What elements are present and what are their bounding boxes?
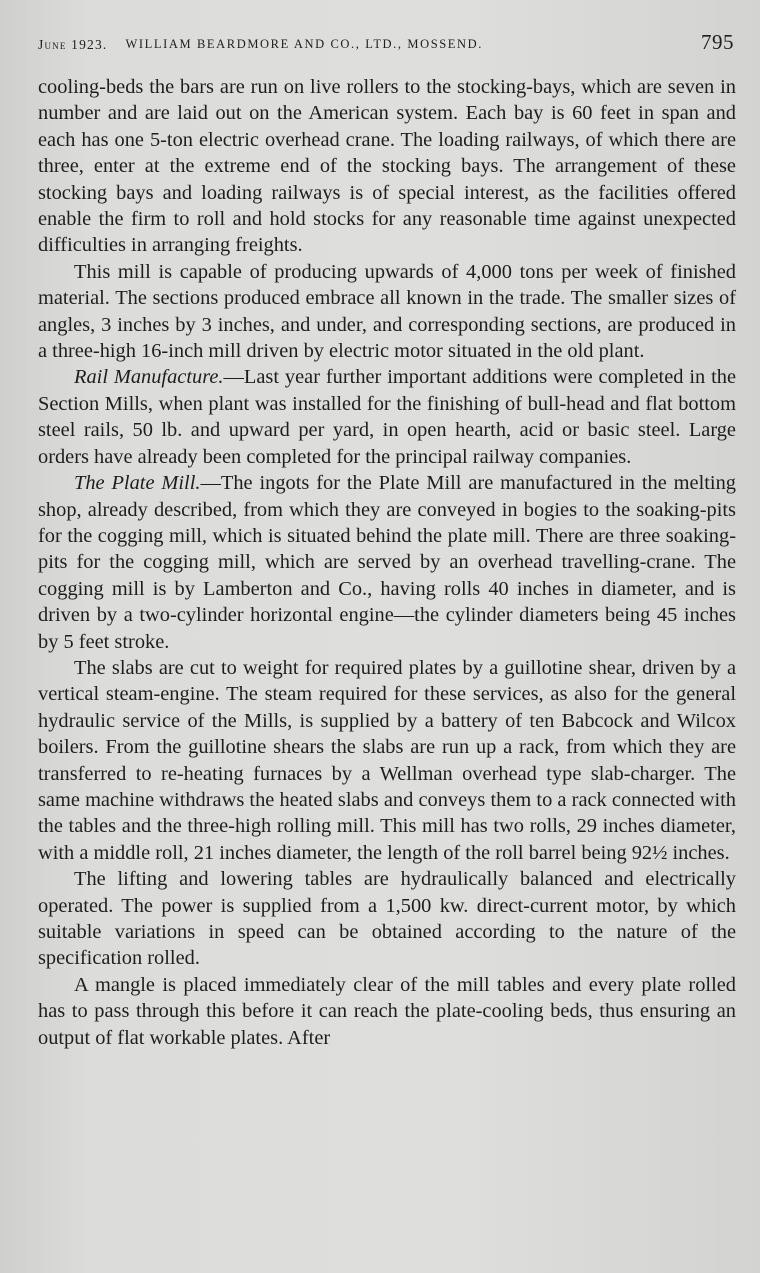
body-text	[38, 74, 736, 1051]
paragraph-rail-manufacture	[38, 364, 736, 470]
running-header-left	[38, 37, 483, 53]
running-title: WILLIAM BEARDMORE AND CO., LTD., MOSSEND.	[125, 37, 484, 51]
paragraph-continuation	[38, 74, 736, 259]
paragraph-text: cooling-beds the bars are run on live rollers to the stocking-bays, which are seven in number and are laid out on the American system. Each bay is 60 feet in span and each has one 5-ton electric overhead crane. The loading railways, of which there are three, enter at the extreme end of the stocking bays. The arrangement of these stocking bays and loading railways is of special interest, as the facilities offered enable the firm to roll and hold stocks for any reasonable time against unexpected difficulties in arranging freights.	[38, 76, 736, 257]
paragraph-text: This mill is capable of producing upwards of 4,000 tons per week of finished material. The sections produced embrace all known in the trade. The smaller sizes of angles, 3 inches by 3 inches, and under, and corresponding sections, are produced in a three-high 16-inch mill driven by electric motor situated in the old plant.	[38, 260, 736, 363]
header-date: June 1923.	[38, 37, 108, 52]
paragraph-production-capacity	[38, 259, 736, 365]
section-heading: Rail Manufacture.	[74, 366, 224, 389]
paragraph-plate-mill	[38, 470, 736, 655]
paragraph-text: —Last year further important additions were completed in the Section Mills, when plant was installed for the finishing of bull-head and flat bottom steel rails, 50 lb. and upward per yard, in open hearth, acid or basic steel. Large orders have already been completed for the principal railway companies.	[38, 366, 736, 468]
paragraph-text: —The ingots for the Plate Mill are manufactured in the melting shop, already described, from which they are conveyed in bogies to the soaking-pits for the cogging mill, which is situated behind the plate mill. There are three soaking-pits for the cogging mill, which are served by an overhead travelling-crane. The cogging mill is by Lamberton and Co., having rolls 40 inches in diameter, and is driven by a two-cylinder horizontal engine—the cylinder diameters being 45 inches by 5 feet stroke.	[38, 472, 736, 653]
running-header	[38, 30, 736, 74]
paragraph-slabs	[38, 655, 736, 866]
paragraph-text: A mangle is placed immediately clear of the mill tables and every plate rolled has to pass through this before it can reach the plate-cooling beds, thus ensuring an output of flat workable plates. After	[38, 973, 736, 1049]
paragraph-text: The lifting and lowering tables are hydraulically balanced and electrically operated. The power is supplied from a 1,500 kw. direct-current motor, by which suitable variations in speed can be obtained according to the nature of the specification rolled.	[38, 868, 736, 970]
paragraph-text: The slabs are cut to weight for required plates by a guillotine shear, driven by a vertical steam-engine. The steam required for these services, as also for the general hydraulic service of the Mills, is supplied by a battery of ten Babcock and Wilcox boilers. From the guillotine shears the slabs are run up a rack, from which they are transferred to re-heating furnaces by a Wellman overhead type slab-charger. The same machine withdraws the heated slabs and conveys them to a rack connected with the tables and the three-high rolling mill. This mill has two rolls, 29 inches diameter, with a middle roll, 21 inches diameter, the length of the roll barrel being 92½ inches.	[38, 656, 736, 864]
paragraph-mangle	[38, 972, 736, 1051]
paragraph-tables	[38, 866, 736, 972]
section-heading: The Plate Mill.	[74, 472, 201, 495]
page-number: 795	[701, 30, 734, 54]
